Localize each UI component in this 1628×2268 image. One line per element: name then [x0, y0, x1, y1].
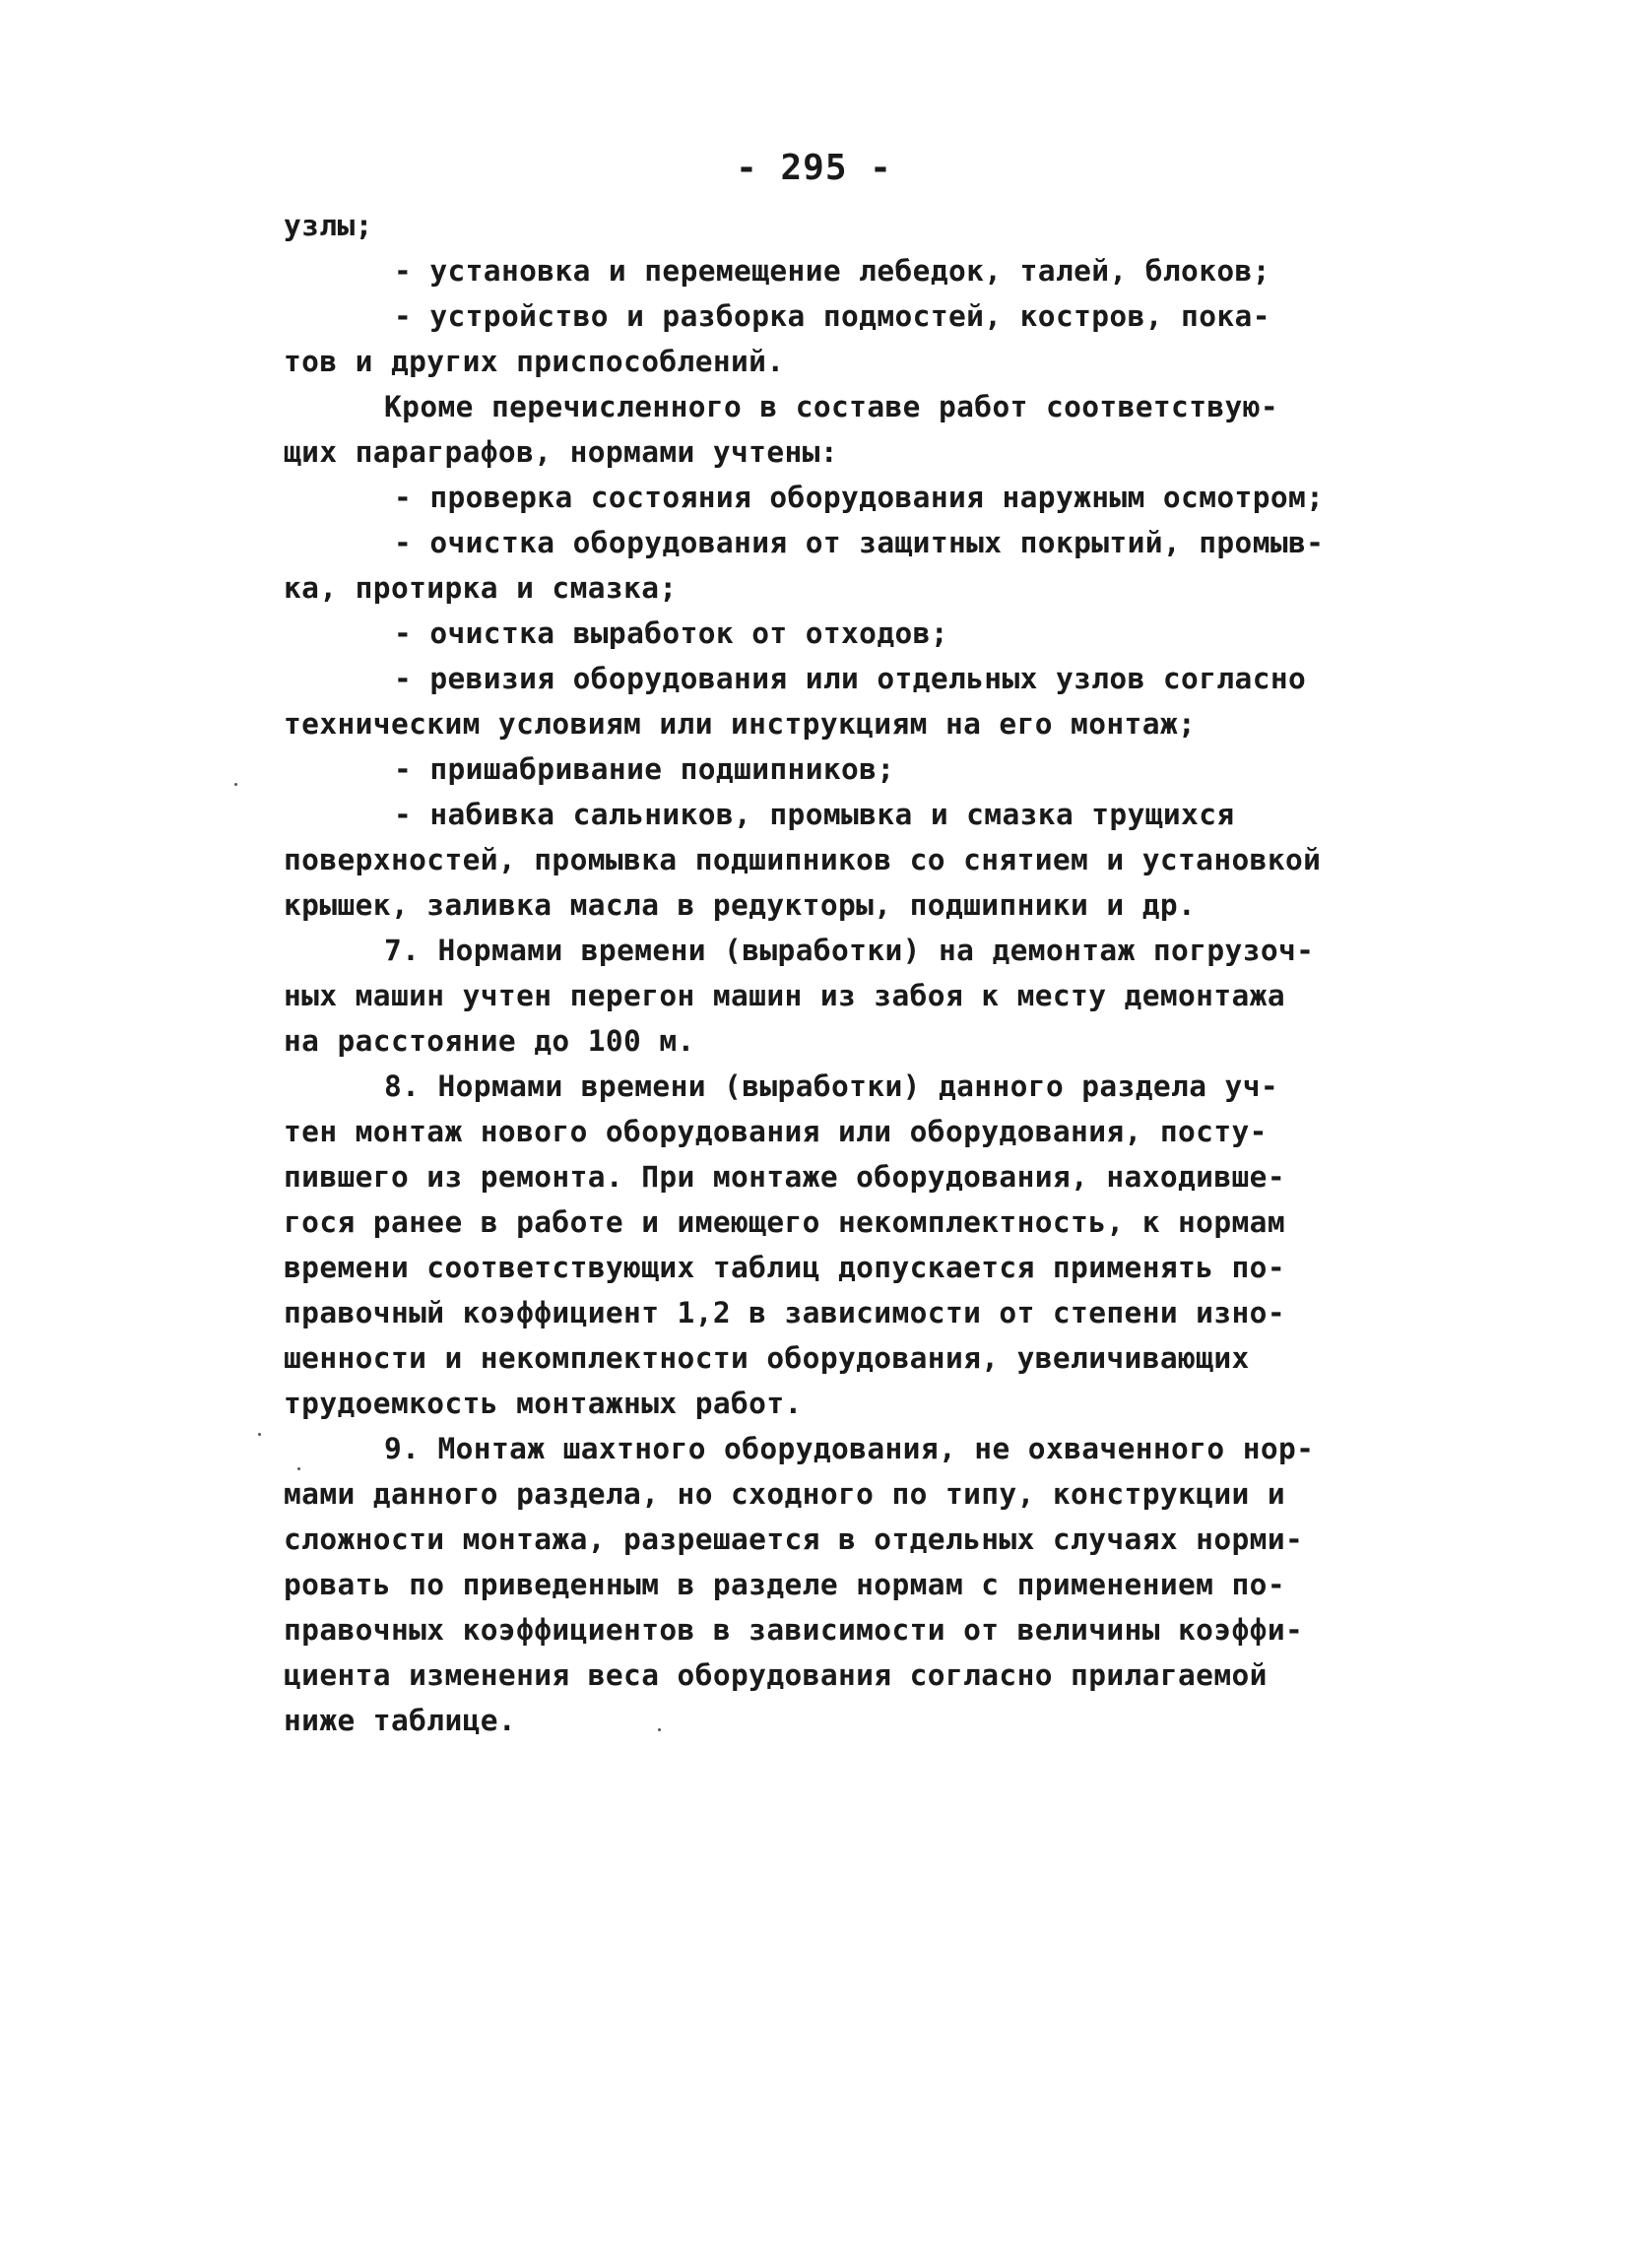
scan-speck — [258, 1433, 261, 1436]
text-line: - набивка сальников, промывка и смазка трущихся — [394, 798, 1235, 831]
text-line: 7. Нормами времени (выработки) на демонтаж погрузоч- — [384, 934, 1315, 967]
text-line: крышек, заливка масла в редукторы, подшипники и др. — [284, 888, 1197, 922]
text-line: - проверка состояния оборудования наружным осмотром; — [394, 481, 1325, 514]
text-line: ных машин учтен перегон машин из забоя к месту демонтажа — [284, 979, 1285, 1012]
scan-speck — [297, 1467, 300, 1470]
text-line: правочных коэффициентов в зависимости от величины коэффи- — [284, 1613, 1304, 1647]
text-line: тен монтаж нового оборудования или оборудования, посту- — [284, 1115, 1268, 1148]
text-line: мами данного раздела, но сходного по типу, конструкции и — [284, 1477, 1285, 1511]
text-line: - очистка выработок от отходов; — [394, 616, 948, 650]
text-line: трудоемкость монтажных работ. — [284, 1387, 803, 1420]
text-line: на расстояние до 100 м. — [284, 1024, 695, 1058]
text-line: узлы; — [284, 209, 373, 242]
text-line: 8. Нормами времени (выработки) данного раздела уч- — [384, 1069, 1279, 1103]
scan-speck — [234, 783, 237, 786]
text-line: - очистка оборудования от защитных покрытий, промыв- — [394, 526, 1325, 559]
page-number: - 295 - — [736, 148, 892, 188]
text-line: тов и других приспособлений. — [284, 345, 785, 378]
text-line: циента изменения веса оборудования согласно прилагаемой — [284, 1658, 1268, 1692]
text-line: пившего из ремонта. При монтаже оборудования, находивше- — [284, 1160, 1285, 1194]
text-line: 9. Монтаж шахтного оборудования, не охваченного нор- — [384, 1432, 1315, 1465]
text-line: щих параграфов, нормами учтены: — [284, 435, 838, 469]
text-line: времени соответствующих таблиц допускается применять по- — [284, 1251, 1285, 1284]
text-line: ка, протирка и смазка; — [284, 571, 678, 605]
text-line: правочный коэффициент 1,2 в зависимости от степени изно- — [284, 1296, 1285, 1329]
text-line: ниже таблице. — [284, 1704, 517, 1737]
text-line: - устройство и разборка подмостей, костров, пока- — [394, 299, 1270, 333]
text-line: гося ранее в работе и имеющего некомплектность, к нормам — [284, 1205, 1285, 1239]
text-line: - установка и перемещение лебедок, талей, блоков; — [394, 254, 1270, 288]
body-text — [284, 203, 1387, 1743]
scan-speck — [658, 1728, 661, 1731]
text-line: поверхностей, промывка подшипников со снятием и установкой — [284, 843, 1322, 876]
text-line: техническим условиям или инструкциям на его монтаж; — [284, 707, 1197, 741]
text-line: шенности и некомплектности оборудования, увеличивающих — [284, 1341, 1250, 1375]
text-line: сложности монтажа, разрешается в отдельных случаях норми- — [284, 1523, 1304, 1556]
text-line: ровать по приведенным в разделе нормам с применением по- — [284, 1568, 1285, 1601]
text-line: - пришабривание подшипников; — [394, 752, 895, 786]
text-line: Кроме перечисленного в составе работ соответствую- — [384, 390, 1279, 423]
text-line: - ревизия оборудования или отдельных узлов согласно — [394, 662, 1307, 695]
